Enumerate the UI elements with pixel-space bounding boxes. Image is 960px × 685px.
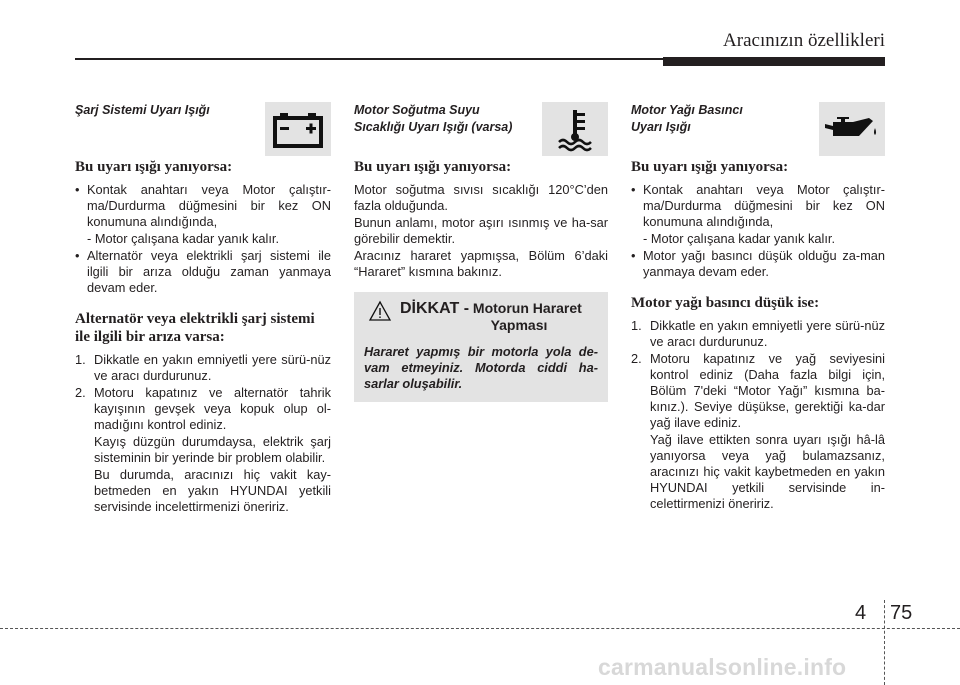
bullet-item: • Kontak anahtarı veya Motor çalıştır-ma/Durdurma düğmesini bir kez ON konumuna alındığında, [75, 182, 331, 229]
bullet-item: • Motor yağı basıncı düşük olduğu za-man yanmaya devam eder. [631, 248, 885, 279]
page-number: 75 [890, 602, 913, 624]
numbered-item-continuation: Yağ ilave ettikten sonra uyarı ışığı hâ-lâ yanıyorsa veya yağ bulamazsanız, aracınızı hiç vakit kaybetmeden en yakın HYUNDAI yetkili servisinde in-celettirmenizi öneririz. [650, 432, 885, 511]
oil-can-icon [819, 102, 885, 156]
paragraph: Motor soğutma sıvısı sıcaklığı 120°C’den fazla olduğunda. [354, 182, 608, 213]
numbered-item: 2. Motoru kapatınız ve yağ seviyesini kontrol ediniz (Daha fazla bilgi için, Bölüm 7'deki “Motor Yağı” kısmına ba-kınız.). Seviye düşükse, gerektiği ka-dar yağ ilave ediniz. [631, 351, 885, 430]
section-heading: Bu uyarı ışığı yanıyorsa: [75, 159, 233, 175]
paragraph: Aracınız hararet yapmışsa, Bölüm 6’daki “Hararet” kısmına bakınız. [354, 248, 608, 279]
column-oil-pressure [631, 100, 885, 513]
numbered-item-continuation: Kayış düzgün durumdaysa, elektrik şarj sisteminin bir yerinde bir problem olabilir. [94, 434, 331, 465]
indicator-heading [75, 100, 331, 158]
footer-rule [0, 628, 960, 629]
coolant-temperature-icon [542, 102, 608, 156]
column-coolant-temperature [354, 100, 608, 402]
indicator-heading [354, 100, 608, 158]
warning-triangle-icon [368, 300, 392, 322]
caution-title-line2: Yapması [490, 317, 548, 333]
bullet-item: • Kontak anahtarı veya Motor çalıştır-ma/Durdurma düğmesini bir kez ON konumuna alındığında, [631, 182, 885, 229]
section-heading: Motor yağı basıncı düşük ise: [631, 295, 820, 311]
indicator-title: Şarj Sistemi Uyarı Işığı [75, 103, 210, 117]
indicator-heading [631, 100, 885, 158]
battery-icon [265, 102, 331, 156]
section-heading: Alternatör veya elektrikli şarj sistemi ile ilgili bir arıza varsa: [75, 311, 315, 345]
caution-text: Hararet yapmış bir motorla yola de-vam etmeyiniz. Motorda ciddi ha-sarlar oluşabilir. [364, 344, 598, 391]
header-tab [663, 57, 885, 66]
numbered-item: 2. Motoru kapatınız ve alternatör tahrik kayışının gevşek veya kopuk olup ol-madığını kontrol ediniz. [75, 385, 331, 432]
header-rule [75, 58, 663, 60]
caution-title: Motorun Hararet [472, 300, 582, 316]
caution-box [354, 292, 608, 402]
bullet-subtext: - Motor çalışana kadar yanık kalır. [87, 231, 280, 246]
bullet-item: • Alternatör veya elektrikli şarj sistemi ile ilgili bir arıza olduğu zaman yanmaya devam eder. [75, 248, 331, 295]
indicator-title: Motor Soğutma Suyu Sıcaklığı Uyarı Işığı (varsa) [354, 103, 513, 134]
column-charging-system [75, 100, 331, 516]
indicator-title: Motor Yağı Basıncı Uyarı Işığı [631, 103, 743, 134]
bullet-subtext: - Motor çalışana kadar yanık kalır. [643, 231, 836, 246]
footer-divider [884, 600, 885, 685]
numbered-item: 1. Dikkatle en yakın emniyetli yere sürü-nüz ve aracı durdurunuz. [631, 318, 885, 349]
caution-label: DİKKAT - [400, 300, 470, 317]
page-header-title: Aracınızın özellikleri [723, 30, 885, 51]
section-heading: Bu uyarı ışığı yanıyorsa: [354, 159, 512, 175]
chapter-number: 4 [855, 602, 867, 624]
paragraph: Bunun anlamı, motor aşırı ısınmış ve ha-sar görebilir demektir. [354, 215, 608, 246]
caution-heading [364, 300, 598, 334]
numbered-item-continuation: Bu durumda, aracınızı hiç vakit kay-betmeden en yakın HYUNDAI yetkili servisinde incelettirmenizi öneririz. [94, 467, 331, 514]
section-heading: Bu uyarı ışığı yanıyorsa: [631, 159, 789, 175]
numbered-item: 1. Dikkatle en yakın emniyetli yere sürü-nüz ve aracı durdurunuz. [75, 352, 331, 383]
watermark: carmanualsonline.info [598, 654, 847, 680]
